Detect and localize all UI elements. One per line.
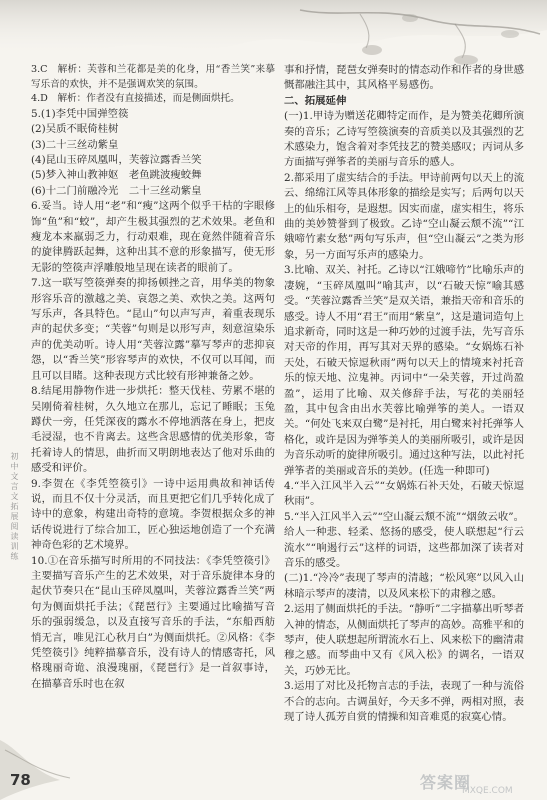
left-answer-paragraph: 5.(1)李凭中国弹箜篌 [31,107,129,120]
left-answer-paragraph: 7.这一联写箜篌弹奏的抑扬顿挫之音，用华美的物象形容乐音的激越之美、哀怨之美、欢快之美。这两句写乐声，各具特色。“昆山”句以声写声，着重表现乐声的起伏多变；“芙蓉”句则是以形写声，刻意渲染乐声的优美动听。诗人用“芙蓉泣露”摹写琴声的悲抑哀怨，以“香兰笑”形容琴声的欢快，不仅可以耳闻，而且可以目睹。这种表现方式比较有形神兼备之妙。 [31,277,275,382]
left-answer-paragraph: 10.①在音乐描写时所用的不同技法：《李凭箜篌引》主要描写音乐产生的艺术效果，对于音乐旋律本身的起伏节奏只在“昆山玉碎凤凰叫，芙蓉泣露香兰笑”两句为侧面烘托手法；《琵琶行》主要通过比喻描写音乐的强弱缓急，以及直接写音乐的手法，“东船西舫悄无言，唯见江心秋月白”为侧面烘托。②风格：《李凭箜篌引》纯粹描摹音乐，没有诗人的情感寄托，风格瑰丽奇诡、浪漫瑰丽，《琵琶行》是一首叙事诗，在描摹音乐时也在叙 [31,554,275,690]
left-answer-paragraph: 9.李贺在《李凭箜篌引》一诗中运用典故和神话传说，而且不仅十分灵活，而且更把它们几乎转化成了诗中的意象，构建出奇特的意境。李贺根据众多的神话传说进行了综合加工，匠心独运地创造了一个充满神奇色彩的艺术境界。 [31,477,275,552]
answer-column-left [31,63,275,692]
left-answer-paragraph: (5)梦入神山教神妪 老鱼跳波瘦蛟舞 [31,169,202,182]
side-series-title: 初中文言文拓展阅读训练 [10,452,19,562]
watermark-sub-text: MXQE.COM [462,786,513,796]
answer-column-right [284,63,524,725]
left-answer-paragraph: (6)十二门前融冷光 二十三丝动紫皇 [31,184,202,197]
left-answer-paragraph: 6.妥当。诗人用“老”和“瘦”这两个似乎干枯的字眼修饰“鱼”和“蛟”，却产生极其强烈的艺术效果。老鱼和瘦龙本来羸弱乏力，行动艰难，现在竟然伴随着音乐的旋律腾跃起舞，这种出其不意的形象描写，使无形无影的箜篌声浮雕般地呈现在读者的眼前了。 [31,200,275,274]
left-answer-paragraph: 3.C 解析：芙蓉和兰花都是美的化身，用“香兰笑”来摹写乐音的欢快，并不是强调欢笑的氛围。 [31,64,275,90]
right-answer-paragraph: 事和抒情，琵琶女弹奏时的情态动作和作者的身世感慨都融注其中，其风格平易感伤。 [284,64,524,92]
left-answer-paragraph: (4)昆山玉碎凤凰叫，芙蓉泣露香兰笑 [31,154,202,166]
left-answer-paragraph: 8.结尾用静物作进一步烘托：整天伐桂、劳累不堪的吴刚倚着桂树，久久地立在那儿，忘记了睡眠；玉兔蹲伏一旁，任凭深夜的露水不停地洒落在身上，把皮毛浸湿，也不肯离去。这些含思感情的优美形象，寄托着诗人的情思，曲折而又明朗地表达了他对乐曲的感受和评价。 [31,385,275,475]
left-answer-paragraph: 4.D 解析：作者没有直接描述，而是侧面烘托。 [31,93,240,105]
right-answer-paragraph: (二)1.“冷冷”表现了琴声的清越；“松风寒”以风入山林暗示琴声的凄清，以及风来松下的肃穆之感。 [284,572,524,600]
right-answer-paragraph: 4.“半入江风半入云”“女娲炼石补天处，石破天惊逗秋雨”。 [284,479,524,508]
right-answer-paragraph: 二、拓展延伸 [284,94,347,107]
left-answer-paragraph: (2)吴质不眠倚桂树 [31,123,119,136]
right-answer-paragraph: (一)1.甲诗为赠送花卿特定而作，是为赞美花卿所演奏的音乐；乙诗写箜篌演奏的音质美以及其强烈的艺术感染力，饱含着对李凭技艺的赞美感叹；丙词从多方面描写弹筝者的美丽与音乐的感人。 [284,110,524,169]
right-answer-paragraph: 2.运用了侧面烘托的手法。“静听”二字描摹出听琴者入神的情态，从侧面烘托了琴声的高妙。高雅平和的琴声，使人联想起所谓流水石上、风来松下的幽清肃穆之感。而琴曲中又有《风入松》的调名，一语双关，巧妙无比。 [284,603,524,677]
page-number: 78 [10,771,31,789]
watermark-logo [420,770,540,798]
watermark-main-text: 答案圈 [420,773,472,792]
right-answer-paragraph: 3.比喻、双关、衬托。乙诗以“江娥啼竹”比喻乐声的凄婉，“玉碎凤凰叫”喻其声，以“石破天惊”喻其感受。“芙蓉泣露香兰笑”是双关语，兼指天帝和音乐的感受。诗人不用“君王”而用“紫皇”，这是遣词造句上追求新奇，同时这是一种巧妙的过渡手法，先写音乐对天帝的作用，再写其对天界的感染。“女娲炼石补天处，石破天惊逗秋雨”两句以天上的情境来衬托音乐的惊天地、泣鬼神。丙词中“一朵芙蓉，开过尚盈盈”，运用了比喻、双关修辞手法，写花的美丽轻盈，其中包含由出水芙蓉比喻弹筝的美人。一语双关。“何处飞来双白鹭”是衬托，用白鹭来衬托弹筝人格化，或许是因为弹筝美人的美丽所吸引，或许是因为音乐动听的旋律所吸引。通过这种写法，以此衬托弹筝者的美丽或音乐的美妙。(任选一种即可) [284,264,524,477]
right-answer-paragraph: 2.都采用了虚实结合的手法。甲诗前两句以天上的流云、绵绵江风等具体形象的描绘是实写；后两句以天上的仙乐相夸，是遐想。因实而虚，虚实相生，将乐曲的美妙赞誉到了极致。乙诗“空山凝云颓不流”“江娥啼竹素女愁”两句写乐声，但“空山凝云”之类为形象，另一方面写乐声的感染力。 [284,171,524,261]
left-answer-paragraph: (3)二十三丝动紫皇 [31,138,119,151]
right-answer-paragraph: 5.“半入江风半入云”“空山凝云颓不流”“烟敛云收”。给人一种悲、轻柔、悠扬的感受，使人联想起“行云流水”“响遏行云”这样的词语，这些都加深了读者对音乐的感受。 [284,510,524,569]
right-answer-paragraph: 3.运用了对比及托物言志的手法，表现了一种与流俗不合的志向。古调虽好，今天多不弹，两相对照，表现了诗人孤芳自赏的情操和知音难觅的寂寞心情。 [284,680,524,724]
